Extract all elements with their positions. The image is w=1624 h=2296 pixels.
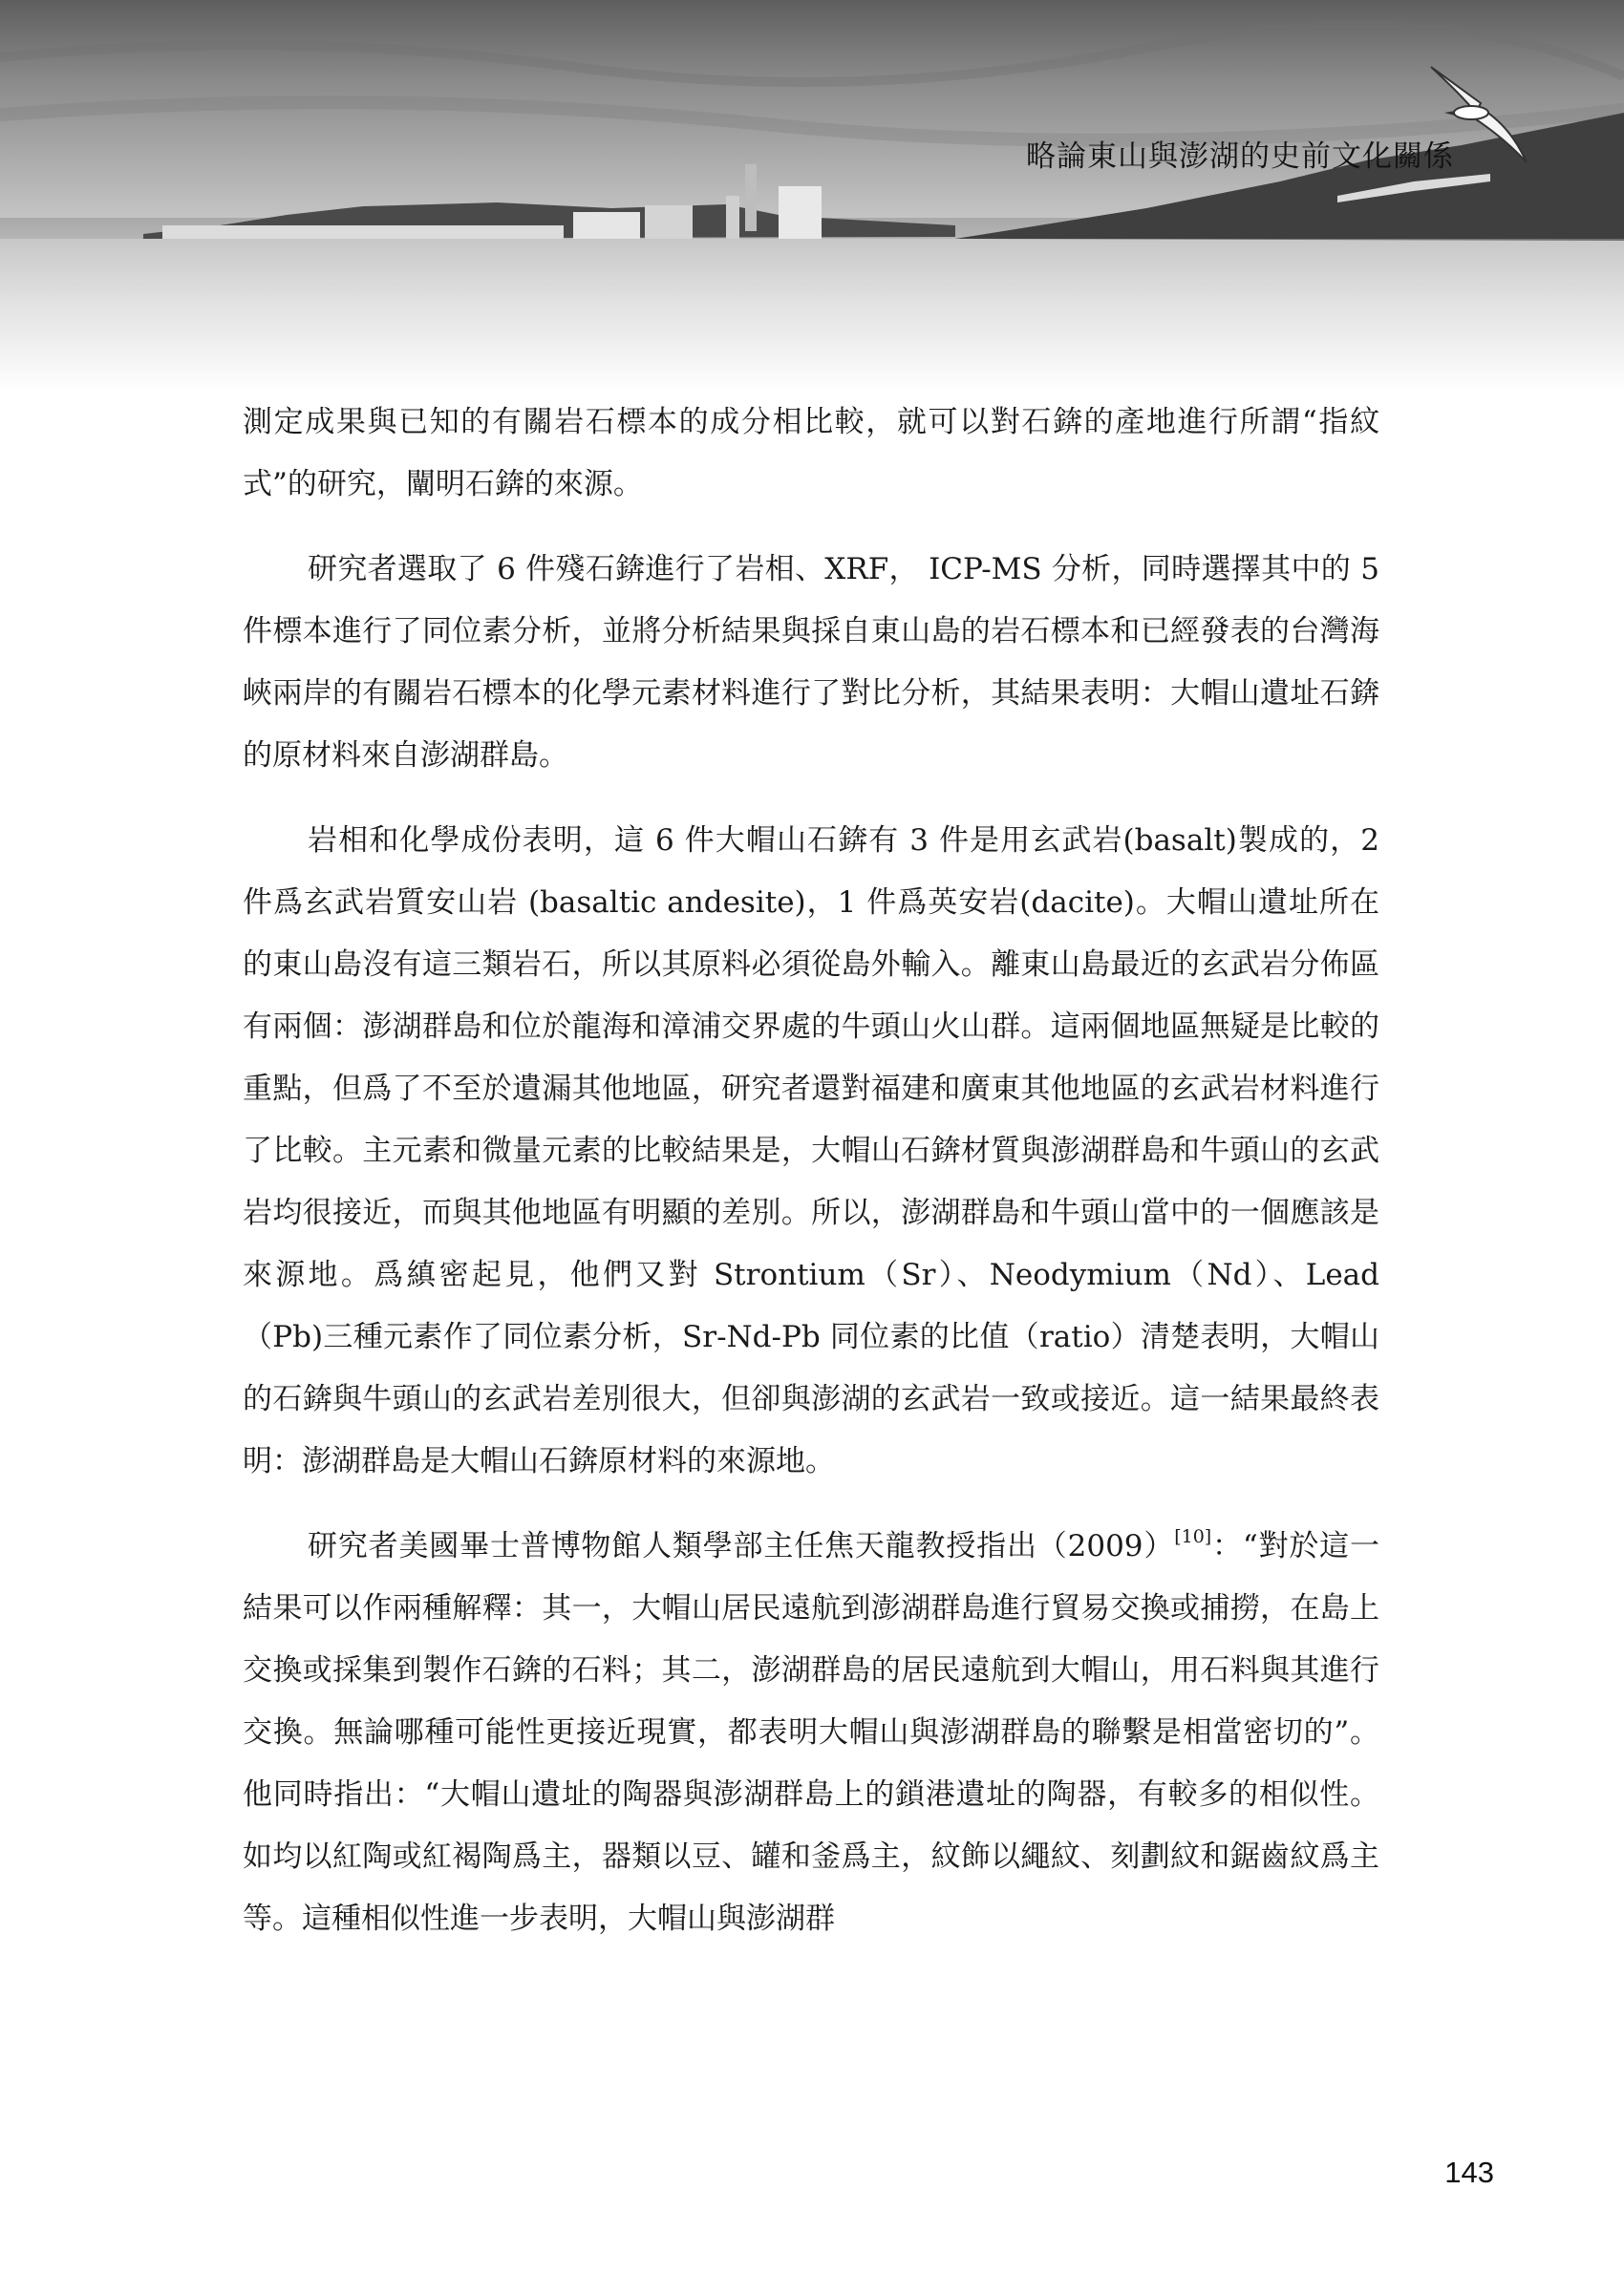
paragraph-4-lead: 研究者美國畢士普博物館人類學部主任焦天龍教授指出（2009） [308,1529,1175,1563]
paragraph-4 [243,1516,1379,1950]
article-body [243,392,1379,1973]
paragraph-1: 測定成果與已知的有關岩石標本的成分相比較，就可以對石錛的產地進行所謂“指紋式”的研究，闡明石錛的來源。 [243,405,1379,501]
coastal-landscape-photo [0,0,1624,392]
citation-ref-10: [10] [1174,1526,1212,1547]
paragraph-4-rest: ：“對於這一結果可以作兩種解釋：其一，大帽山居民遠航到澎湖群島進行貿易交換或捕撈，在島上交換或採集到製作石錛的石料；其二，澎湖群島的居民遠航到大帽山，用石料與其進行交換。無論哪種可能性更接近現實，都表明大帽山與澎湖群島的聯繫是相當密切的”。他同時指出：“大帽山遺址的陶器與澎湖群島上的鎖港遺址的陶器，有較多的相似性。如均以紅陶或紅褐陶爲主，器類以豆、罐和釜爲主，紋飾以繩紋、刻劃紋和鋸齒紋爲主等。這種相似性進一步表明，大帽山與澎湖群 [243,1529,1380,1936]
paragraph-3: 岩相和化學成份表明，這 6 件大帽山石錛有 3 件是用玄武岩(basalt)製成的，2 件爲玄武岩質安山岩 (basaltic andesite)，1 件爲英安岩(dacite)。大帽山遺址所在的東山島沒有這三類岩石，所以其原料必須從島外輸入。離東山島最近的玄武岩分佈區有兩個：澎湖群島和位於龍海和漳浦交界處的牛頭山火山群。這兩個地區無疑是比較的重點，但爲了不至於遺漏其他地區，研究者還對福建和廣東其他地區的玄武岩材料進行了比較。主元素和微量元素的比較結果是，大帽山石錛材質與澎湖群島和牛頭山的玄武岩均很接近，而與其他地區有明顯的差別。所以，澎湖群島和牛頭山當中的一個應該是來源地。爲縝密起見，他們又對 Strontium（Sr）、Neodymium（Nd）、Lead（Pb)三種元素作了同位素分析，Sr-Nd-Pb 同位素的比值（ratio）清楚表明，大帽山的石錛與牛頭山的玄武岩差別很大，但卻與澎湖的玄武岩一致或接近。這一結果最終表明：澎湖群島是大帽山石錛原材料的來源地。 [243,823,1379,1478]
running-title: 略論東山與澎湖的史前文化關係 [1026,139,1454,174]
header-banner [0,0,1624,392]
paragraph-2: 研究者選取了 6 件殘石錛進行了岩相、XRF， ICP-MS 分析，同時選擇其中的 5 件標本進行了同位素分析，並將分析結果與採自東山島的岩石標本和已經發表的台灣海峽兩岸的有關岩石標本的化學元素材料進行了對比分析，其結果表明：大帽山遺址石錛的原材料來自澎湖群島。 [243,552,1379,773]
page-number: 143 [1444,2156,1494,2189]
